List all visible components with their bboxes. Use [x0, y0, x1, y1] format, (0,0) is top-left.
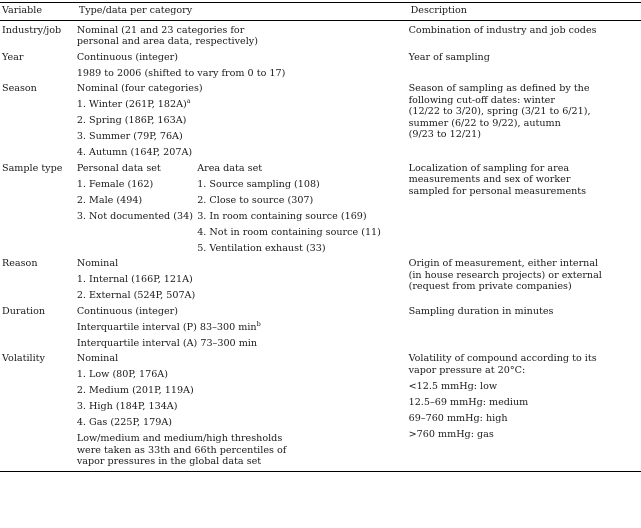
type-cell [77, 254, 409, 302]
type-cell [77, 349, 409, 471]
personal-line: Personal data set [76, 162, 161, 174]
description-cell [409, 79, 641, 159]
area-line: 2. Close to source (307) [197, 194, 314, 206]
threshold-note [77, 433, 409, 471]
type-line: 2. Spring (186P, 163A) [76, 115, 187, 126]
row-volatility [0, 349, 641, 471]
personal-data-cell [77, 159, 197, 255]
type-line: 1. Internal (166P, 121A) [76, 274, 193, 285]
row-industry [0, 20, 641, 48]
footnote-marker: a [186, 96, 191, 105]
description-line: sampled for personal measurements [408, 185, 587, 197]
area-line: 3. In room containing source (169) [197, 210, 367, 222]
type-cell [77, 20, 409, 48]
row-duration [0, 302, 641, 350]
type-line: 2. Medium (201P, 119A) [76, 385, 194, 396]
type-line: 4. Gas (225P, 179A) [76, 417, 173, 428]
level-line: <12.5 mmHg: low [408, 380, 498, 392]
description-cell [409, 159, 641, 255]
description-line: Localization of sampling for area [408, 162, 570, 174]
description-cell [409, 48, 641, 80]
type-line: Interquartile interval (P) 83–300 min [76, 321, 257, 333]
type-line: personal and area data, respectively) [76, 36, 258, 47]
description-line: (12/22 to 3/20), spring (3/21 to 6/21), [408, 106, 591, 117]
type-line: 3. High (184P, 134A) [76, 401, 178, 412]
variable-cell: Duration [2, 305, 46, 317]
description-cell [409, 302, 641, 350]
personal-line: 1. Female (162) [76, 178, 154, 190]
area-line: 1. Source sampling (108) [197, 178, 320, 190]
type-line: Continuous (integer) [76, 305, 179, 317]
level-line: >760 mmHg: gas [408, 428, 494, 440]
area-data-cell [197, 159, 408, 255]
description-line: Combination of industry and job codes [408, 24, 597, 36]
level-line: 69–760 mmHg: high [408, 412, 508, 424]
type-line: Nominal [76, 353, 119, 364]
row-sample-type [0, 159, 641, 255]
description-line: Season of sampling as defined by the [408, 83, 590, 94]
type-line-winter [76, 96, 409, 111]
type-cell [77, 79, 409, 159]
variable-cell: Sample type [2, 162, 63, 174]
personal-line: 3. Not documented (34) [76, 210, 193, 222]
description-cell [409, 349, 641, 471]
variable-cell: Volatility [2, 353, 45, 364]
variable-cell: Season [2, 83, 37, 94]
description-cell [409, 254, 641, 302]
note-line: vapor pressures in the global data set [76, 456, 262, 467]
area-line: 5. Ventilation exhaust (33) [197, 242, 326, 254]
note-line: Low/medium and medium/high thresholds [76, 433, 283, 444]
description-line: measurements and sex of worker [408, 174, 571, 185]
header-variable: Variable [2, 5, 43, 16]
description-cell [409, 20, 641, 48]
description-line: (9/23 to 12/21) [408, 129, 482, 140]
note-line: were taken as 33th and 66th percentiles of [76, 444, 287, 456]
description-line: Sampling duration in minutes [408, 305, 554, 317]
type-line: 3. Summer (79P, 76A) [76, 131, 183, 142]
variable-cell: Industry/job [2, 24, 62, 36]
type-line: Nominal (21 and 23 categories for [76, 24, 245, 36]
header-description: Description [410, 5, 467, 16]
description-line: Origin of measurement, either internal [408, 258, 599, 269]
description-line: summer (6/22 to 9/22), autumn [408, 117, 561, 129]
variables-table [0, 2, 641, 472]
type-line: Interquartile interval (A) 73–300 min [76, 337, 258, 349]
description-line: (request from private companies) [408, 281, 572, 292]
type-cell [77, 302, 409, 350]
area-line: 4. Not in room containing source (11) [197, 226, 381, 238]
header-type: Type/data per category [78, 5, 193, 16]
level-line: 12.5–69 mmHg: medium [408, 396, 529, 408]
description-line: vapor pressure at 20°C: [408, 364, 526, 376]
description-line: Year of sampling [408, 51, 490, 63]
row-year [0, 48, 641, 80]
personal-line: 2. Male (494) [76, 194, 143, 206]
type-line: 1. Low (80P, 176A) [76, 369, 168, 380]
type-line: Nominal [76, 258, 119, 269]
type-line: 2. External (524P, 507A) [76, 290, 196, 301]
type-line: 4. Autumn (164P, 207A) [76, 147, 193, 158]
row-reason [0, 254, 641, 302]
type-line-personal-interval [76, 319, 409, 334]
footnote-marker: b [256, 319, 261, 328]
description-line: (in house research projects) or external [408, 269, 602, 281]
type-line: Nominal (four categories) [76, 83, 203, 94]
description-line: following cut-off dates: winter [408, 94, 555, 106]
variable-cell: Reason [2, 258, 38, 269]
area-line: Area data set [197, 162, 263, 174]
type-line: 1989 to 2006 (shifted to vary from 0 to 17) [76, 67, 286, 79]
type-cell [77, 48, 409, 80]
variable-cell: Year [2, 51, 24, 63]
type-line: 1. Winter (261P, 182A) [76, 99, 187, 110]
description-line: Volatility of compound according to its [408, 353, 597, 364]
row-season [0, 79, 641, 159]
table-header-row [0, 3, 641, 21]
type-line: Continuous (integer) [76, 51, 179, 63]
